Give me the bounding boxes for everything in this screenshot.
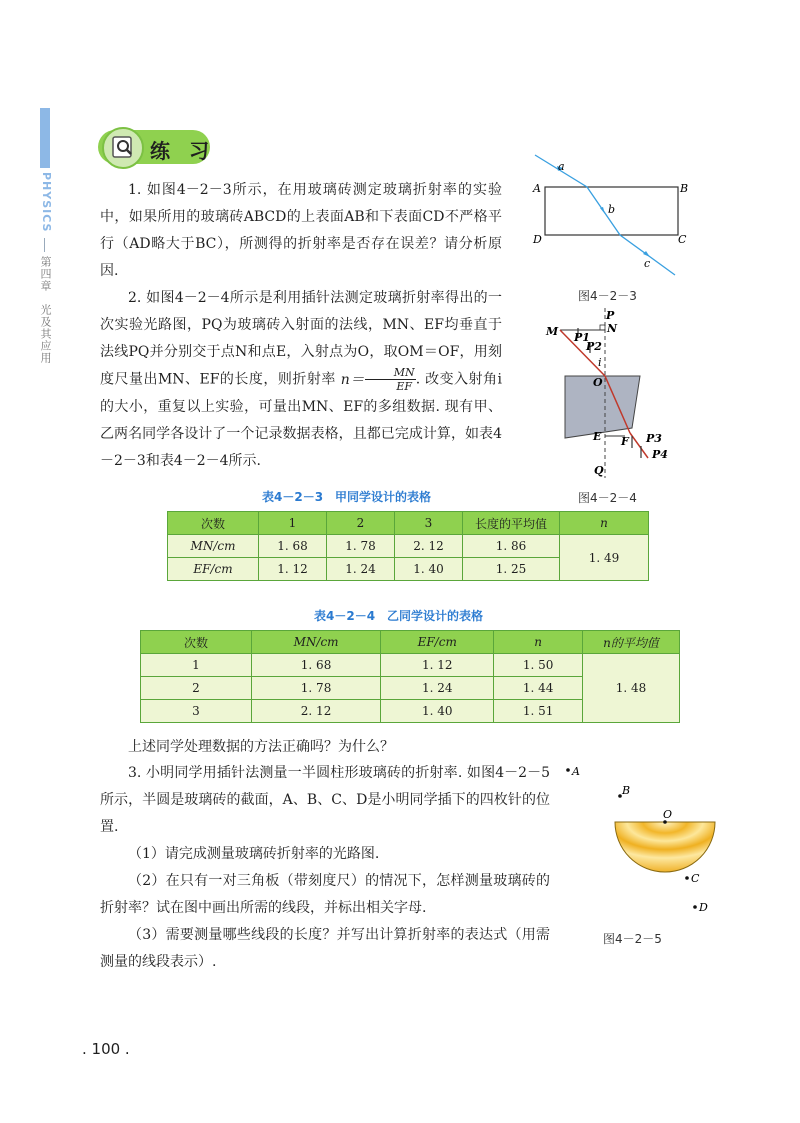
table-header-row [141,631,680,654]
sidebar-divider [44,238,45,252]
table-cell: 1. 51 [494,700,583,723]
table-cell: 1. 68 [259,535,327,558]
table-cell: 3 [141,700,252,723]
figure-4-2-4-caption: 图4－2－4 [578,491,637,505]
question-2-text-b: . 改变入射角i的大小，重复以上实验，可量出MN、EF的多组数据. 现有甲、乙两名同学各设计了一个记录数据表格，且都已完成计算，如表4－2－3和表4－2－4所示. [100,371,502,469]
table-cell: 1. 24 [381,677,494,700]
sidebar-subject-label: PHYSICS [40,172,53,233]
figure-4-2-3-caption: 图4－2－3 [578,289,637,303]
table-avg-value: 1. 48 [583,654,680,723]
fig425-label-A: A [572,765,580,778]
fig424-label-P: P [606,309,615,322]
table-header-cell: n [494,631,583,654]
formula-denominator: EF [396,380,413,393]
table-header-cell: 次数 [168,512,259,535]
fig424-label-P4: P4 [652,448,668,461]
table-4-2-3 [167,511,649,581]
table-cell: 1. 78 [252,677,381,700]
fig423-label-A: A [533,182,541,195]
fig423-label-c: c [644,257,651,270]
fig424-label-P2: P2 [586,340,602,353]
formula-numerator: MN [365,366,416,380]
page-number: . 100 . [82,1040,130,1058]
sidebar-color-bar [40,108,50,168]
table-cell: 1. 50 [494,654,583,677]
table-cell: 1. 25 [463,558,560,581]
table-4-2-4-caption: 表4－2－4 乙同学设计的表格 [314,609,484,623]
follow-up-question: 上述同学处理数据的方法正确吗？为什么？ [128,739,394,755]
fig424-label-F: F [621,435,629,448]
figure-4-2-3 [525,150,695,280]
question-1-text: 1. 如图4－2－3所示，在用玻璃砖测定玻璃折射率的实验中，如果所用的玻璃砖ABCD的上表面AB和下表面CD不严格平行（AD略大于BC），所测得的折射率是否存在误差？请分析原因. [100,182,502,279]
table-row [168,535,649,558]
fig425-label-D: D [699,901,708,914]
refraction-formula: n＝ $\frac{MN}{EF}$ [340,366,415,393]
table-header-cell: 1 [259,512,327,535]
exercise-title: 练 习 [150,139,215,163]
question-3-sub1: （1）请完成测量玻璃砖折射率的光路图. [128,846,380,862]
table-header-cell: n的平均值 [583,631,680,654]
table-header-cell: EF/cm [381,631,494,654]
table-header-cell: MN/cm [252,631,381,654]
table-row-label: EF/cm [168,558,259,581]
fig423-label-b: b [608,203,616,216]
table-row-label: MN/cm [168,535,259,558]
table-cell: 1 [141,654,252,677]
fig424-label-i: i [598,356,602,369]
table-header-cell: 2 [327,512,395,535]
fig423-label-a: a [558,160,565,173]
table-cell: 1. 12 [259,558,327,581]
fig423-label-D: D [533,233,542,246]
question-3-sub3: （3）需要测量哪些线段的长度？并写出计算折射率的表达式（用需测量的线段表示）. [100,927,550,970]
table-n-value: 1. 49 [560,535,649,581]
fig425-label-B: B [622,784,631,797]
fig425-label-C: C [691,872,700,885]
table-cell: 1. 86 [463,535,560,558]
fig424-label-P1: P1 [574,331,590,344]
table-4-2-4 [140,630,680,723]
fig424-label-M: M [546,325,559,338]
fig424-label-P3: P3 [646,432,662,445]
table-cell: 2 [141,677,252,700]
question-3 [100,760,550,976]
table-cell: 1. 12 [381,654,494,677]
figure-4-2-4 [540,308,690,480]
question-2-text-a: 2. 如图4－2－4所示是利用插针法测定玻璃折射率得出的一次实验光路图，PQ为玻璃砖入射面的法线，MN、EF均垂直于法线PQ并分别交于点N和点E，入射点为O，取OM＝OF，用刻度尺量出MN、EF的长度，则折射率 [100,290,502,388]
fig423-label-B: B [680,182,689,195]
table-cell: 1. 44 [494,677,583,700]
magnifier-icon [102,127,144,169]
fig424-label-N: N [607,322,618,335]
table-header-cell: n [560,512,649,535]
fig424-label-Q: Q [594,464,604,477]
table-row [141,654,680,677]
sidebar-chapter-label: 第四章 光及其应用 [39,256,52,364]
figure-4-2-5 [560,760,740,920]
question-3-intro: 3. 小明同学用插针法测量一半圆柱形玻璃砖的折射率. 如图4－2－5所示，半圆是玻璃砖的截面，A、B、C、D是小明同学插下的四枚针的位置. [100,765,550,835]
question-3-sub2: （2）在只有一对三角板（带刻度尺）的情况下，怎样测量玻璃砖的折射率？试在图中画出所需的线段，并标出相关字母. [100,873,550,916]
table-cell: 1. 68 [252,654,381,677]
fig425-label-O: O [663,808,673,821]
table-cell: 1. 40 [395,558,463,581]
table-header-row [168,512,649,535]
fig424-label-O: O [593,376,603,389]
table-cell: 2. 12 [395,535,463,558]
table-cell: 1. 78 [327,535,395,558]
table-cell: 1. 40 [381,700,494,723]
fig424-label-E: E [593,430,602,443]
table-cell: 2. 12 [252,700,381,723]
table-header-cell: 3 [395,512,463,535]
fig423-label-C: C [678,233,687,246]
table-header-cell: 长度的平均值 [463,512,560,535]
table-cell: 1. 24 [327,558,395,581]
semicircle-glass [615,822,715,872]
figure-4-2-5-caption: 图4－2－5 [603,932,662,946]
table-header-cell: 次数 [141,631,252,654]
table-4-2-3-caption: 表4－2－3 甲同学设计的表格 [262,490,432,504]
question-2 [100,285,502,475]
question-1 [100,177,502,285]
